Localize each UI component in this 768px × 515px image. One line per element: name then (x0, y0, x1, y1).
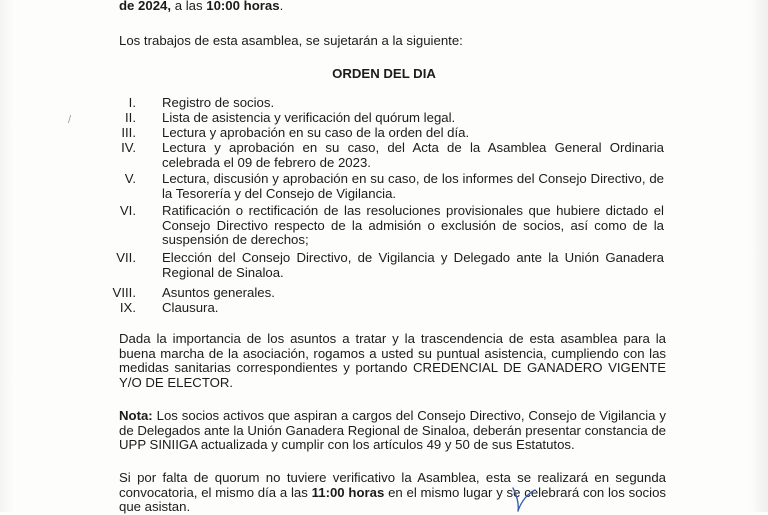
agenda-number: VI. (119, 203, 136, 218)
importance-paragraph: Dada la importancia de los asuntos a tratar y la trascendencia de esta asamblea para la buena marcha de la asociación, rogamos a usted su puntual asistencia, cumpliendo con las medidas sanitarias correspondientes y portando CREDENCIAL DE GANADERO VIGENTE Y/O DE ELECTOR. (119, 331, 666, 390)
intro-text: Los trabajos de esta asamblea, se sujetarán a la siguiente: (119, 33, 463, 48)
agenda-item: Elección del Consejo Directivo, de Vigilancia y Delegado ante la Unión Ganadera Regional de Sinaloa. (162, 250, 664, 280)
agenda-number: II. (125, 110, 136, 125)
note-paragraph (119, 409, 666, 453)
agenda-number: IX. (119, 300, 136, 315)
quorum-time: 11:00 horas (311, 484, 385, 500)
agenda-item: Lista de asistencia y verificación del quórum legal. (162, 110, 456, 125)
header-time: 10:00 horas (206, 0, 280, 13)
agenda-item: Registro de socios. (162, 95, 275, 110)
agenda-item: Clausura. (162, 300, 219, 315)
agenda-number: VII. (116, 250, 136, 265)
margin-mark: / (68, 114, 72, 126)
agenda-item: Lectura y aprobación en su caso, del Acta de la Asamblea General Ordinaria celebrada el 09 de febrero de 2023. (162, 140, 664, 170)
agenda-number: III. (121, 125, 136, 140)
agenda-title: ORDEN DEL DIA (332, 66, 436, 81)
note-label: Nota: (119, 408, 153, 423)
note-text: Los socios activos que aspiran a cargos del Consejo Directivo, Consejo de Vigilancia y de Delegados ante la Unión Ganadera Regional de Sinaloa, deberán presentar constancia de UPP SINIIGA actualizada y cumplir con los artículos 49 y 50 de sus Estatutos. (119, 408, 666, 453)
quorum-text-before: Si por falta de quorum no tuviere verificativo la Asamblea, esta se realizará en segunda convocatoria, el mismo día a las (119, 470, 666, 500)
header-middle: a las (171, 0, 207, 13)
header-end: . (279, 0, 284, 13)
agenda-item: Ratificación o rectificación de las resoluciones provisionales que hubiere dictado el Consejo Directivo respecto de la admisión o exclusión de socios, así como de la suspensión de derechos; (162, 203, 664, 248)
header-date: de 2024, (119, 0, 172, 13)
agenda-number: VIII. (112, 285, 136, 300)
signature-stroke (505, 484, 565, 512)
quorum-paragraph (119, 471, 666, 515)
agenda-item: Lectura y aprobación en su caso de la orden del día. (162, 125, 470, 140)
agenda-item: Lectura, discusión y aprobación en su caso, de los informes del Consejo Directivo, de la Tesorería y del Consejo de Vigilancia. (162, 171, 664, 201)
agenda-item: Asuntos generales. (162, 285, 275, 300)
agenda-number: I. (128, 95, 136, 110)
quorum-text-after: en el mismo lugar y se celebrará con los socios que asistan. (119, 484, 667, 515)
header-date-line (119, 0, 283, 14)
agenda-number: IV. (121, 140, 136, 155)
agenda-number: V. (124, 171, 136, 186)
